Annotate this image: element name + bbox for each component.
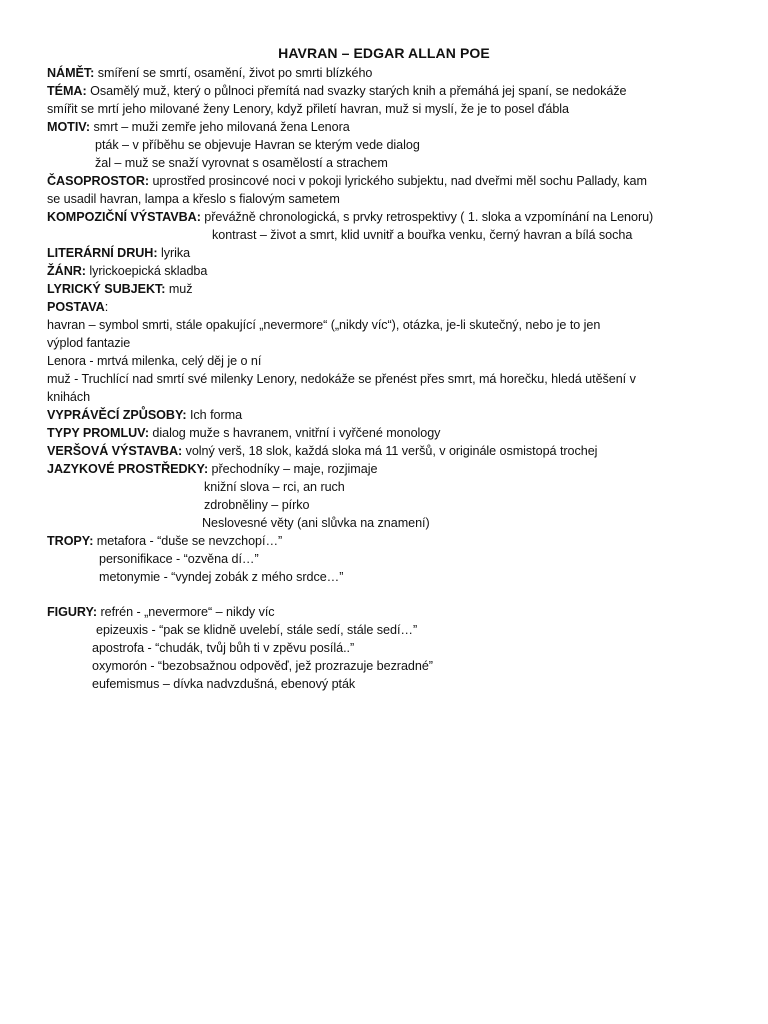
text-subjekt: muž <box>165 282 193 296</box>
text-figury: refrén - „nevermore“ – nikdy víc <box>97 605 275 619</box>
line-motiv-ptak <box>95 136 420 154</box>
text-tropy: metafora - “duše se nevzchopí…” <box>93 534 283 548</box>
line-tema-cont <box>47 100 569 118</box>
line-muz <box>47 370 636 388</box>
label-motiv: MOTIV: <box>47 120 91 134</box>
line-havran-cont <box>47 334 130 352</box>
text-casoprostor-cont: se usadil havran, lampa a křeslo s fialovým sametem <box>47 192 340 206</box>
text-jazykove-knizni: knižní slova – rci, an ruch <box>204 480 345 494</box>
label-vypravec: VYPRÁVĚCÍ ZPŮSOBY: <box>47 408 187 422</box>
label-tema: TÉMA: <box>47 84 87 98</box>
line-casoprostor <box>47 172 647 190</box>
text-tropy-personif: personifikace - “ozvěna dí…” <box>99 552 259 566</box>
text-kompozicni: převážně chronologická, s prvky retrospektivy ( 1. sloka a vzpomínání na Lenoru) <box>200 210 654 224</box>
text-versova: volný verš, 18 slok, každá sloka má 11 veršů, v originále osmistopá trochej <box>182 444 598 458</box>
text-jazykove-neslov: Neslovesné věty (ani slůvka na znamení) <box>202 516 430 530</box>
text-kompozicni-cont: kontrast – život a smrt, klid uvnitř a bouřka venku, černý havran a bílá socha <box>212 228 633 242</box>
line-jazykove-zdrob <box>204 496 309 514</box>
text-motiv-zal: žal – muž se snaží vyrovnat s osamělostí a strachem <box>95 156 388 170</box>
label-jazykove: JAZYKOVÉ PROSTŘEDKY: <box>47 462 209 476</box>
text-muz: muž - Truchlící nad smrtí své milenky Lenory, nedokáže se přenést přes smrt, má horečku, hledá utěšení v <box>47 372 636 386</box>
line-lenora <box>47 352 261 370</box>
text-namet: smíření se smrtí, osamění, život po smrti blízkého <box>94 66 373 80</box>
line-tropy <box>47 532 282 550</box>
text-postava: : <box>104 300 109 314</box>
text-tema: Osamělý muž, který o půlnoci přemítá nad svazky starých knih a přemáhá jej spaní, se nedokáže <box>86 84 627 98</box>
text-druh: lyrika <box>157 246 191 260</box>
label-subjekt: LYRICKÝ SUBJEKT: <box>47 282 166 296</box>
label-tropy: TROPY: <box>47 534 94 548</box>
text-havran-cont: výplod fantazie <box>47 336 131 350</box>
label-zanr: ŽÁNR: <box>47 264 86 278</box>
line-casoprostor-cont <box>47 190 340 208</box>
line-versova <box>47 442 597 460</box>
label-druh: LITERÁRNÍ DRUH: <box>47 246 158 260</box>
text-figury-oxymoron: oxymorón - “bezobsažnou odpověď, jež prozrazuje bezradné” <box>92 659 433 673</box>
line-motiv <box>47 118 350 136</box>
line-figury-oxymoron <box>92 657 433 675</box>
line-figury-epizeuxis <box>96 621 417 639</box>
text-muz-cont: knihách <box>47 390 91 404</box>
line-jazykove <box>47 460 377 478</box>
line-motiv-zal <box>95 154 388 172</box>
text-motiv: smrt – muži zemře jeho milovaná žena Lenora <box>90 120 350 134</box>
line-kompozicni <box>47 208 653 226</box>
line-figury-apostrofa <box>92 639 354 657</box>
text-motiv-ptak: pták – v příběhu se objevuje Havran se kterým vede dialog <box>95 138 420 152</box>
label-versova: VERŠOVÁ VÝSTAVBA: <box>47 444 183 458</box>
line-zanr <box>47 262 207 280</box>
text-jazykove: přechodníky – maje, rozjimaje <box>208 462 378 476</box>
text-figury-eufemismus: eufemismus – dívka nadvzdušná, ebenový pták <box>92 677 356 691</box>
text-jazykove-zdrob: zdrobněliny – pírko <box>204 498 310 512</box>
label-postava: POSTAVA <box>47 300 105 314</box>
line-figury-eufemismus <box>92 675 355 693</box>
line-tropy-personif <box>99 550 259 568</box>
line-jazykove-knizni <box>204 478 345 496</box>
label-figury: FIGURY: <box>47 605 98 619</box>
label-kompozicni: KOMPOZIČNÍ VÝSTAVBA: <box>47 210 201 224</box>
text-tema-cont: smířit se mrtí jeho milované ženy Lenory, když přiletí havran, muž si myslí, že je to posel ďábla <box>47 102 570 116</box>
line-tema <box>47 82 627 100</box>
text-tropy-metonym: metonymie - “vyndej zobák z mého srdce…” <box>99 570 344 584</box>
line-muz-cont <box>47 388 90 406</box>
line-namet <box>47 64 372 82</box>
line-promluvy <box>47 424 440 442</box>
text-lenora: Lenora - mrtvá milenka, celý děj je o ní <box>47 354 262 368</box>
line-vypravec <box>47 406 242 424</box>
label-namet: NÁMĚT: <box>47 66 95 80</box>
text-zanr: lyrickoepická skladba <box>85 264 208 278</box>
line-figury <box>47 603 275 621</box>
label-promluvy: TYPY PROMLUV: <box>47 426 149 440</box>
text-figury-apostrofa: apostrofa - “chudák, tvůj bůh ti v zpěvu posílá..” <box>92 641 355 655</box>
line-havran <box>47 316 600 334</box>
label-casoprostor: ČASOPROSTOR: <box>47 174 150 188</box>
text-figury-epizeuxis: epizeuxis - “pak se klidně uvelebí, stále sedí, stále sedí…” <box>96 623 418 637</box>
text-vypravec: Ich forma <box>186 408 243 422</box>
line-tropy-metonym <box>99 568 343 586</box>
line-jazykove-neslov <box>202 514 430 532</box>
text-havran: havran – symbol smrti, stále opakující „nevermore“ („nikdy víc“), otázka, je-li skutečný, nebo je to jen <box>47 318 601 332</box>
line-subjekt <box>47 280 193 298</box>
document-title: HAVRAN – EDGAR ALLAN POE <box>278 45 490 61</box>
line-postava <box>47 298 108 316</box>
line-kompozicni-cont <box>212 226 632 244</box>
line-druh <box>47 244 190 262</box>
text-promluvy: dialog muže s havranem, vnitřní i vyřčené monology <box>148 426 441 440</box>
text-casoprostor: uprostřed prosincové noci v pokoji lyrického subjektu, nad dveřmi měl sochu Pallady, kam <box>149 174 647 188</box>
